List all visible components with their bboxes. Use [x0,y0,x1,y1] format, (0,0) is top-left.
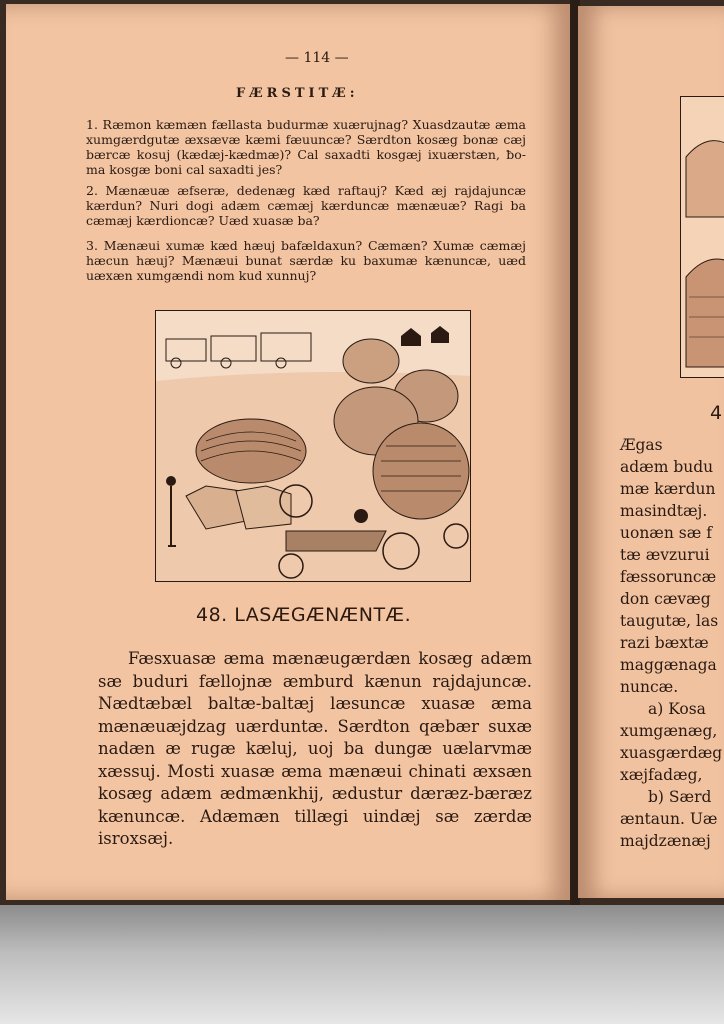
chapter-heading: 48. LASÆGÆNÆNTÆ. [196,604,412,626]
right-text-line: b) Særd [648,788,712,806]
right-text-line: fæssoruncæ [620,568,717,586]
right-text-line: mæ kærdun [620,480,716,498]
right-text-line: uonæn sæ f [620,524,712,542]
right-text-line: xuasgærdæg [620,744,723,762]
body-paragraph: Fæsxuasæ æma mænæugærdæn kosæg adæm sæ buduri fællojnæ æmburd kænun rajdajuncæ. Nædtæbæl baltæ-baltæj læsuncæ xuasæ æma mænæuæjdzag uærduntæ. Særdton qæbær suxæ nadæn æ rugæ kæluj, uoj ba dungæ uælarvmæ xæssuj. Mosti xuasæ æma mænæui chinati æxsæn kosæg adæm ædmænkhij, ædustur dæræz-bæræz kænuncæ. Adæmæn tillægi uindæj sæ zærdæ isroxsæj. [98,649,532,848]
right-text-line: æntaun. Uæ [620,810,718,828]
harvest-carts-drawing-icon [156,311,470,581]
section-title: FÆRSTITÆ: [236,86,359,101]
right-chapter-number: 4 [710,402,723,424]
right-text-line: a) Kosa [648,700,706,718]
right-text-line: xumgænæg, [620,722,718,740]
right-text-line: tæ ævzurui [620,546,710,564]
right-text-line: adæm budu [620,458,714,476]
scanner-surface [0,905,724,1024]
right-page-illustration [680,96,724,378]
body-text [98,648,532,851]
right-text-line: maggænaga [620,656,717,674]
question-1: 1. Ræmon kæmæn fællasta budurmæ xuærujnag? Xuasdzautæ æma xumgærdgutæ æxsævæ kæmi fæuuncæ? Særdton kosæg bonæ cæj bærcæ kosuj (kædæj-kædmæ)? Cal saxadti kosgæj ixuærstæn, ƀo-ma kosgæ boni cal saxadti jes? [86,117,526,177]
right-text-line: Ægas [620,436,663,454]
right-text-line: majdzænæj [620,832,711,850]
question-2: 2. Mænæuæ æfseræ, dedenæg kæd raftauj? Kæd æj rajdajuncæ kærdun? Nuri dogi adæm cæmæj kærduncæ mænæuæ? Ragi ba cæmæj kærdioncæ? Uæd xuasæ ba? [86,183,526,228]
right-text-line: nuncæ. [620,678,679,696]
right-text-line: taugutæ, las [620,612,719,630]
question-3: 3. Mænæui xumæ kæd hæuj bafældaxun? Cæmæn? Xumæ cæmæj hæcun hæuj? Mænæui bunat særdæ ku baxumæ kænuncæ, uæd uæxæn xumgændi nom kud xunnuj? [86,238,526,283]
harvest-illustration [155,310,471,582]
page-number: — 114 — [285,50,349,66]
right-text-line: masindtæj. [620,502,708,520]
right-text-line: don cævæg [620,590,711,608]
right-text-line: xæjfadæg, [620,766,703,784]
haystack-drawing-icon [681,97,724,377]
right-page [578,6,724,898]
right-text-line: razi bæxtæ [620,634,709,652]
